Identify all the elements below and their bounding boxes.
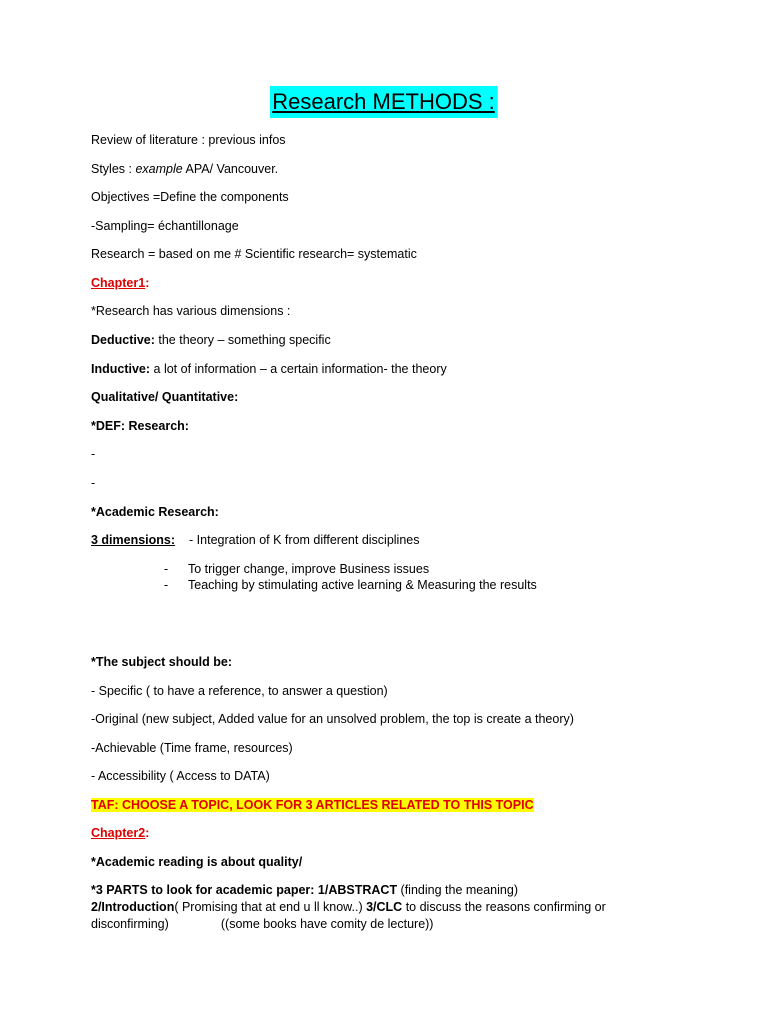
three-dimensions-label: 3 dimensions:: [91, 533, 176, 547]
inductive-text: a lot of information – a certain information- the theory: [150, 362, 447, 376]
chapter2-heading: [91, 825, 149, 841]
dimension-3-dash: -: [164, 578, 169, 592]
page-title: Research METHODS :: [270, 86, 498, 118]
dash-line-2: -: [91, 476, 96, 490]
dimension-1: - Integration of K from different disciplines: [189, 533, 420, 547]
accessibility-line: - Accessibility ( Access to DATA): [91, 769, 270, 783]
academic-reading-line: *Academic reading is about quality/: [91, 855, 303, 869]
clc-label: 3/CLC: [366, 900, 403, 914]
dimensions-line: *Research has various dimensions :: [91, 304, 291, 318]
clc-text: to discuss the reasons confirming or: [402, 900, 606, 914]
parts-text: (finding the meaning): [397, 883, 518, 897]
title-wrapper: [0, 86, 768, 118]
def-research-line: *DEF: Research:: [91, 419, 189, 433]
three-dimensions-line: [91, 532, 420, 548]
dash-line-1: -: [91, 447, 96, 461]
intro-label: 2/Introduction: [91, 900, 175, 914]
specific-line: - Specific ( to have a reference, to answer a question): [91, 684, 388, 698]
research-line: Research = based on me # Scientific research= systematic: [91, 247, 417, 261]
qual-quant-line: Qualitative/ Quantitative:: [91, 390, 239, 404]
intro-text: ( Promising that at end u ll know..): [174, 900, 367, 914]
chapter1-heading: [91, 275, 149, 291]
chapter2-label: Chapter2: [91, 826, 146, 840]
dimension-3: Teaching by stimulating active learning & Measuring the results: [188, 578, 537, 592]
objectives-line: Objectives =Define the components: [91, 190, 289, 204]
deductive-text: the theory – something specific: [154, 333, 331, 347]
inductive-line: [91, 361, 447, 377]
deductive-line: [91, 332, 331, 348]
parts-label: *3 PARTS to look for academic paper: 1/ABSTRACT: [91, 883, 398, 897]
chapter1-colon: :: [145, 276, 150, 290]
deductive-label: Deductive:: [91, 333, 155, 347]
styles-rest: APA/ Vancouver.: [182, 162, 279, 176]
chapter2-colon: :: [145, 826, 150, 840]
styles-line: [91, 161, 278, 177]
dimension-2: To trigger change, improve Business issues: [188, 562, 430, 576]
taf-highlight: TAF: CHOOSE A TOPIC, LOOK FOR 3 ARTICLES RELATED TO THIS TOPIC: [91, 798, 534, 812]
academic-research-line: *Academic Research:: [91, 505, 219, 519]
original-line: -Original (new subject, Added value for an unsolved problem, the top is create a theory): [91, 712, 574, 726]
parts-line: [91, 882, 518, 898]
taf-line: [91, 797, 534, 813]
styles-example: example: [135, 162, 183, 176]
sampling-line: -Sampling= échantillonage: [91, 219, 239, 233]
subject-line: *The subject should be:: [91, 655, 232, 669]
dimension-2-dash: -: [164, 562, 169, 576]
inductive-label: Inductive:: [91, 362, 151, 376]
chapter1-label: Chapter1: [91, 276, 146, 290]
disconfirming-line: disconfirming) ((some books have comity de lecture)): [91, 917, 434, 931]
styles-prefix: Styles :: [91, 162, 136, 176]
review-line: Review of literature : previous infos: [91, 133, 286, 147]
intro-line: [91, 899, 606, 915]
achievable-line: -Achievable (Time frame, resources): [91, 741, 293, 755]
